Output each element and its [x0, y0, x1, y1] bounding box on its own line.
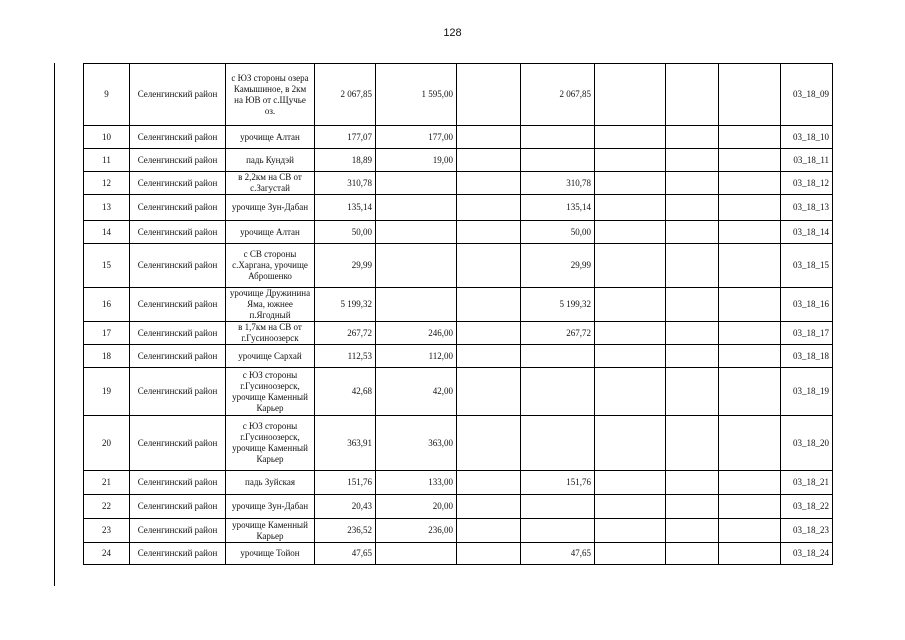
value-cell-6	[666, 195, 719, 221]
value-cell-2: 133,00	[376, 471, 457, 495]
location-cell: падь Зуйская	[226, 471, 315, 495]
value-cell-5	[595, 345, 666, 368]
value-cell-5	[595, 471, 666, 495]
value-cell-1: 151,76	[315, 471, 376, 495]
value-cell-1: 177,07	[315, 126, 376, 149]
row-number: 14	[84, 221, 130, 244]
value-cell-1: 42,68	[315, 368, 376, 416]
value-cell-1: 236,52	[315, 519, 376, 543]
value-cell-4	[521, 126, 595, 149]
table-row	[84, 64, 833, 126]
value-cell-2: 19,00	[376, 149, 457, 172]
value-cell-1: 18,89	[315, 149, 376, 172]
row-number: 15	[84, 244, 130, 288]
value-cell-6	[666, 543, 719, 565]
value-cell-3	[457, 221, 521, 244]
table-row	[84, 195, 833, 221]
value-cell-7	[719, 416, 781, 471]
district-cell: Селенгинский район	[130, 288, 226, 322]
table-row	[84, 543, 833, 565]
value-cell-2: 1 595,00	[376, 64, 457, 126]
value-cell-4: 310,78	[521, 172, 595, 195]
value-cell-3	[457, 471, 521, 495]
value-cell-5	[595, 543, 666, 565]
value-cell-1: 5 199,32	[315, 288, 376, 322]
page-margin-rule	[54, 63, 55, 586]
value-cell-7	[719, 322, 781, 345]
value-cell-3	[457, 495, 521, 519]
district-cell: Селенгинский район	[130, 244, 226, 288]
value-cell-1: 135,14	[315, 195, 376, 221]
location-cell: урочище Алтан	[226, 221, 315, 244]
code-cell: 03_18_15	[781, 244, 833, 288]
row-number: 13	[84, 195, 130, 221]
table-row	[84, 149, 833, 172]
value-cell-5	[595, 64, 666, 126]
value-cell-3	[457, 195, 521, 221]
code-cell: 03_18_22	[781, 495, 833, 519]
value-cell-4: 135,14	[521, 195, 595, 221]
value-cell-2	[376, 288, 457, 322]
table-row	[84, 322, 833, 345]
value-cell-5	[595, 519, 666, 543]
value-cell-4	[521, 495, 595, 519]
value-cell-4	[521, 345, 595, 368]
value-cell-3	[457, 149, 521, 172]
value-cell-7	[719, 64, 781, 126]
location-cell: урочище Зун-Дабан	[226, 495, 315, 519]
value-cell-4: 29,99	[521, 244, 595, 288]
row-number: 22	[84, 495, 130, 519]
value-cell-2: 42,00	[376, 368, 457, 416]
value-cell-4	[521, 519, 595, 543]
district-cell: Селенгинский район	[130, 368, 226, 416]
value-cell-1: 310,78	[315, 172, 376, 195]
district-cell: Селенгинский район	[130, 345, 226, 368]
table-row	[84, 495, 833, 519]
location-cell: урочище Алтан	[226, 126, 315, 149]
value-cell-3	[457, 322, 521, 345]
value-cell-4	[521, 368, 595, 416]
row-number: 10	[84, 126, 130, 149]
value-cell-5	[595, 416, 666, 471]
table-row	[84, 368, 833, 416]
table-row	[84, 244, 833, 288]
location-cell: урочище Зун-Дабан	[226, 195, 315, 221]
code-cell: 03_18_19	[781, 368, 833, 416]
row-number: 19	[84, 368, 130, 416]
code-cell: 03_18_14	[781, 221, 833, 244]
table-row	[84, 221, 833, 244]
value-cell-1: 267,72	[315, 322, 376, 345]
row-number: 11	[84, 149, 130, 172]
code-cell: 03_18_18	[781, 345, 833, 368]
value-cell-4: 151,76	[521, 471, 595, 495]
value-cell-6	[666, 288, 719, 322]
value-cell-2	[376, 543, 457, 565]
value-cell-5	[595, 368, 666, 416]
value-cell-6	[666, 126, 719, 149]
value-cell-3	[457, 172, 521, 195]
table-row	[84, 126, 833, 149]
row-number: 9	[84, 64, 130, 126]
value-cell-3	[457, 64, 521, 126]
code-cell: 03_18_21	[781, 471, 833, 495]
district-cell: Селенгинский район	[130, 471, 226, 495]
page-number: 128	[443, 27, 462, 39]
value-cell-3	[457, 345, 521, 368]
value-cell-1: 112,53	[315, 345, 376, 368]
value-cell-3	[457, 288, 521, 322]
code-cell: 03_18_13	[781, 195, 833, 221]
code-cell: 03_18_17	[781, 322, 833, 345]
location-cell: падь Кундэй	[226, 149, 315, 172]
value-cell-6	[666, 368, 719, 416]
value-cell-6	[666, 322, 719, 345]
value-cell-7	[719, 149, 781, 172]
district-cell: Селенгинский район	[130, 172, 226, 195]
value-cell-7	[719, 172, 781, 195]
district-cell: Селенгинский район	[130, 195, 226, 221]
value-cell-4: 50,00	[521, 221, 595, 244]
value-cell-3	[457, 126, 521, 149]
value-cell-2: 20,00	[376, 495, 457, 519]
value-cell-6	[666, 416, 719, 471]
value-cell-5	[595, 221, 666, 244]
value-cell-2	[376, 195, 457, 221]
value-cell-5	[595, 322, 666, 345]
value-cell-4	[521, 416, 595, 471]
code-cell: 03_18_23	[781, 519, 833, 543]
value-cell-5	[595, 149, 666, 172]
location-cell: с ЮЗ стороны г.Гусиноозерск, урочище Каменный Карьер	[226, 416, 315, 471]
row-number: 18	[84, 345, 130, 368]
value-cell-7	[719, 471, 781, 495]
value-cell-6	[666, 221, 719, 244]
value-cell-5	[595, 195, 666, 221]
code-cell: 03_18_24	[781, 543, 833, 565]
value-cell-2: 246,00	[376, 322, 457, 345]
value-cell-6	[666, 64, 719, 126]
location-cell: урочище Дружинина Яма, южнее п.Ягодный	[226, 288, 315, 322]
value-cell-7	[719, 543, 781, 565]
value-cell-4: 5 199,32	[521, 288, 595, 322]
location-cell: в 1,7км на СВ от г.Гусиноозерск	[226, 322, 315, 345]
district-cell: Селенгинский район	[130, 126, 226, 149]
value-cell-2: 363,00	[376, 416, 457, 471]
row-number: 17	[84, 322, 130, 345]
district-cell: Селенгинский район	[130, 322, 226, 345]
location-cell: с СВ стороны с.Харгана, урочище Аброшенко	[226, 244, 315, 288]
value-cell-2: 112,00	[376, 345, 457, 368]
value-cell-2: 236,00	[376, 519, 457, 543]
row-number: 23	[84, 519, 130, 543]
code-cell: 03_18_16	[781, 288, 833, 322]
value-cell-7	[719, 345, 781, 368]
value-cell-1: 29,99	[315, 244, 376, 288]
code-cell: 03_18_12	[781, 172, 833, 195]
code-cell: 03_18_11	[781, 149, 833, 172]
location-cell: с ЮЗ стороны г.Гусиноозерск, урочище Каменный Карьер	[226, 368, 315, 416]
value-cell-2	[376, 172, 457, 195]
district-cell: Селенгинский район	[130, 519, 226, 543]
value-cell-4: 2 067,85	[521, 64, 595, 126]
value-cell-4: 47,65	[521, 543, 595, 565]
location-cell: урочище Сархай	[226, 345, 315, 368]
location-cell: с ЮЗ стороны озера Камышиное, в 2км на ЮВ от с.Щучье оз.	[226, 64, 315, 126]
value-cell-2	[376, 221, 457, 244]
location-cell: урочище Тойон	[226, 543, 315, 565]
code-cell: 03_18_20	[781, 416, 833, 471]
value-cell-7	[719, 288, 781, 322]
table-row	[84, 288, 833, 322]
value-cell-6	[666, 519, 719, 543]
location-cell: урочище Каменный Карьер	[226, 519, 315, 543]
sites-table	[83, 63, 833, 565]
row-number: 21	[84, 471, 130, 495]
district-cell: Селенгинский район	[130, 149, 226, 172]
value-cell-6	[666, 149, 719, 172]
table-row	[84, 519, 833, 543]
code-cell: 03_18_10	[781, 126, 833, 149]
table-body	[84, 64, 833, 565]
value-cell-4	[521, 149, 595, 172]
location-cell: в 2,2км на СВ от с.Загустай	[226, 172, 315, 195]
value-cell-7	[719, 495, 781, 519]
district-cell: Селенгинский район	[130, 64, 226, 126]
value-cell-6	[666, 471, 719, 495]
table-row	[84, 416, 833, 471]
value-cell-1: 363,91	[315, 416, 376, 471]
value-cell-3	[457, 244, 521, 288]
value-cell-6	[666, 495, 719, 519]
value-cell-2: 177,00	[376, 126, 457, 149]
value-cell-7	[719, 195, 781, 221]
code-cell: 03_18_09	[781, 64, 833, 126]
row-number: 16	[84, 288, 130, 322]
value-cell-1: 47,65	[315, 543, 376, 565]
value-cell-2	[376, 244, 457, 288]
value-cell-5	[595, 288, 666, 322]
row-number: 24	[84, 543, 130, 565]
value-cell-4: 267,72	[521, 322, 595, 345]
table-row	[84, 172, 833, 195]
row-number: 20	[84, 416, 130, 471]
value-cell-3	[457, 416, 521, 471]
value-cell-6	[666, 244, 719, 288]
value-cell-5	[595, 244, 666, 288]
row-number: 12	[84, 172, 130, 195]
district-cell: Селенгинский район	[130, 221, 226, 244]
value-cell-7	[719, 126, 781, 149]
value-cell-7	[719, 368, 781, 416]
value-cell-7	[719, 221, 781, 244]
value-cell-5	[595, 172, 666, 195]
value-cell-5	[595, 495, 666, 519]
value-cell-1: 2 067,85	[315, 64, 376, 126]
table-row	[84, 345, 833, 368]
district-cell: Селенгинский район	[130, 543, 226, 565]
value-cell-3	[457, 543, 521, 565]
value-cell-3	[457, 368, 521, 416]
value-cell-6	[666, 345, 719, 368]
value-cell-5	[595, 126, 666, 149]
value-cell-1: 20,43	[315, 495, 376, 519]
value-cell-6	[666, 172, 719, 195]
value-cell-7	[719, 244, 781, 288]
value-cell-1: 50,00	[315, 221, 376, 244]
district-cell: Селенгинский район	[130, 495, 226, 519]
district-cell: Селенгинский район	[130, 416, 226, 471]
value-cell-3	[457, 519, 521, 543]
value-cell-7	[719, 519, 781, 543]
table-row	[84, 471, 833, 495]
